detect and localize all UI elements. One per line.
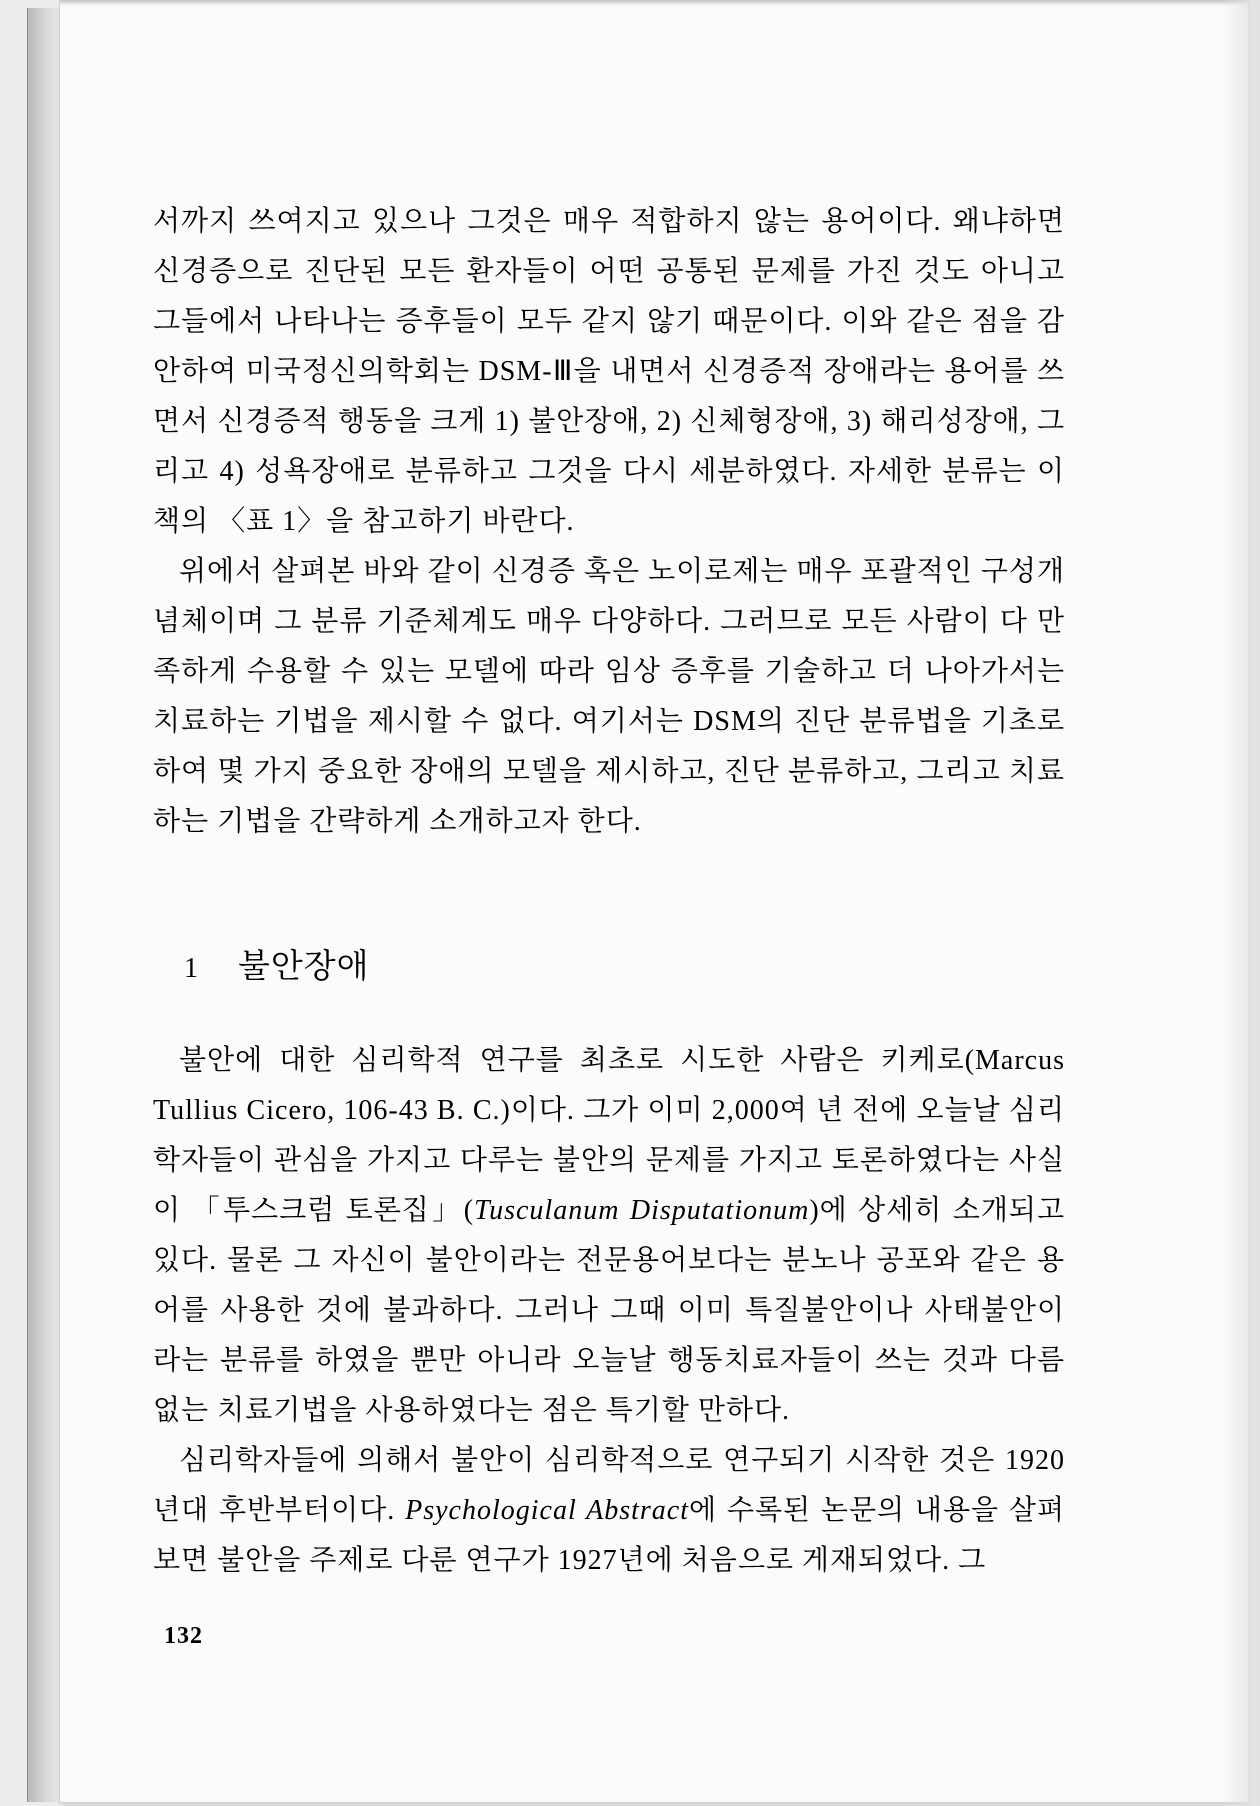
page-right-edge-shadow — [1220, 0, 1260, 1806]
top-text-block — [153, 197, 1065, 847]
page-top-shadow — [60, 0, 1248, 6]
section-heading — [184, 940, 370, 987]
paragraph-2: 위에서 살펴본 바와 같이 신경증 혹은 노이로제는 매우 포괄적인 구성개념체이며 그 분류 기준체계도 매우 다양하다. 그러므로 모든 사람이 다 만족하게 수용할 수 있는 모델에 따라 임상 증후를 기술하고 더 나아가서는 치료하는 기법을 제시할 수 없다. 여기서는 DSM의 진단 분류법을 기초로 하여 몇 가지 중요한 장애의 모델을 제시하고, 진단 분류하고, 그리고 치료하는 기법을 간략하게 소개하고자 한다. — [153, 556, 1065, 837]
paragraph-3 — [153, 1036, 1065, 1436]
page-number: 132 — [164, 1623, 203, 1649]
paragraph-4-italic-title: Psychological Abstract — [405, 1495, 689, 1526]
bottom-text-block — [153, 1036, 1065, 1586]
paragraph-3-text-b: )에 상세히 소개되고 있다. 물론 그 자신이 불안이라는 전문용어보다는 분노나 공포와 같은 용어를 사용한 것에 불과하다. 그러나 그때 이미 특질불안이나 사태불안이라는 분류를 하였을 뿐만 아니라 오늘날 행동치료자들이 쓰는 것과 다름없는 치료기법을 사용하였다는 점은 특기할 만하다. — [153, 1195, 1065, 1426]
paragraph-continued: 서까지 쓰여지고 있으나 그것은 매우 적합하지 않는 용어이다. 왜냐하면 신경증으로 진단된 모든 환자들이 어떤 공통된 문제를 가진 것도 아니고 그들에서 나타나는 증후들이 모두 같지 않기 때문이다. 이와 같은 점을 감안하여 미국정신의학회는 DSM-Ⅲ을 내면서 신경증적 장애라는 용어를 쓰면서 신경증적 행동을 크게 1) 불안장애, 2) 신체형장애, 3) 해리성장애, 그리고 4) 성욕장애로 분류하고 그것을 다시 세분하였다. 자세한 분류는 이 책의 〈표 1〉을 참고하기 바란다. — [153, 206, 1065, 537]
paragraph-4 — [153, 1436, 1065, 1586]
section-number: 1 — [184, 953, 199, 984]
paragraph-4-text-b: 에 수록된 논문의 내용을 살펴보면 불안을 주제로 다룬 연구가 1927년에 처음으로 게재되었다. 그 — [153, 1495, 1066, 1576]
paragraph-4-text-a: 심리학자들에 의해서 불안이 심리학적으로 연구되기 시작한 것은 1920년대 후반부터이다. — [153, 1445, 1065, 1526]
section-title: 불안장애 — [238, 949, 370, 985]
paragraph-3-text-a: 불안에 대한 심리학적 연구를 최초로 시도한 사람은 키케로(Marcus Tullius Cicero, 106-43 B. C.)이다. 그가 이미 2,000여 년 전에 오늘날 심리학자들이 관심을 가지고 다루는 불안의 문제를 가지고 토론하였다는 사실이 「투스크럼 토론집」( — [153, 1045, 1065, 1226]
paragraph-3-italic-title: Tusculanum Disputationum — [474, 1195, 810, 1226]
